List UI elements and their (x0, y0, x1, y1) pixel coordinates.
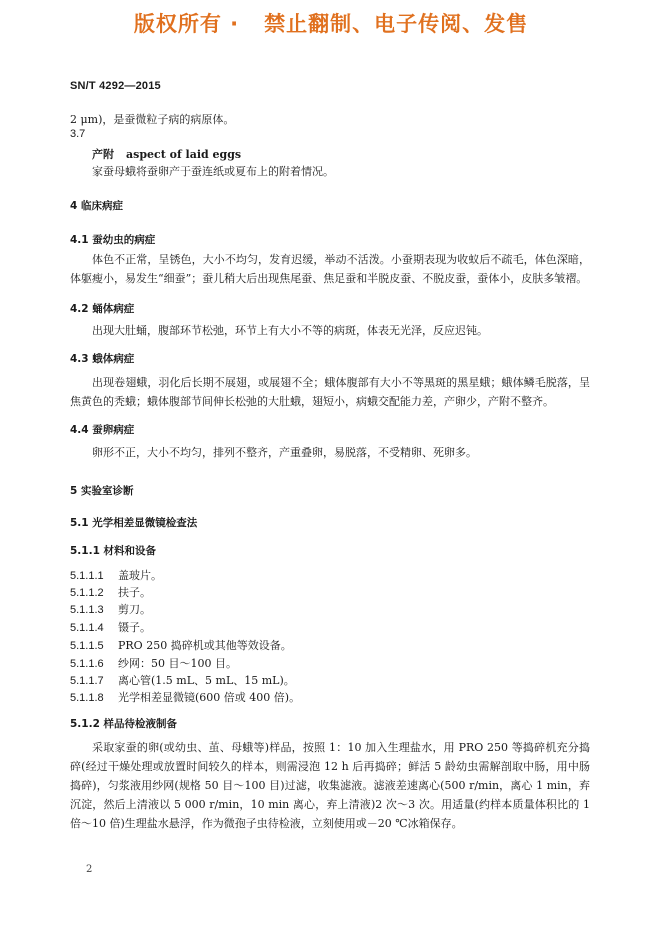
section-4-1-heading: 4.1 蚕幼虫的病症 (70, 234, 156, 246)
section-4-4-heading: 4.4 蚕卵病症 (70, 424, 135, 436)
list-item: 5.1.1.3 剪刀。 (70, 603, 151, 616)
list-item: 5.1.1.2 扶子。 (70, 586, 151, 599)
copyright-banner: 版权所有 · 禁止翻制、电子传阅、发售 (133, 12, 529, 36)
section-4-2-heading: 4.2 蛹体病症 (70, 303, 135, 315)
section-4-heading: 4 临床病症 (70, 200, 123, 212)
term-number: 3.7 (70, 128, 86, 140)
section-5-heading: 5 实验室诊断 (70, 485, 134, 497)
section-5-1-heading: 5.1 光学相差显微镜检查法 (70, 517, 198, 529)
intro-line: 2 μm)，是蚕微粒子病的病原体。 (70, 113, 235, 126)
term-chinese: 产附 (92, 148, 114, 161)
list-item: 5.1.1.7 离心管(1.5 mL、5 mL、15 mL)。 (70, 674, 295, 687)
page-number: 2 (86, 864, 93, 875)
term-heading (92, 146, 241, 162)
section-4-3-heading: 4.3 蛾体病症 (70, 353, 135, 365)
term-definition: 家蚕母蛾将蚕卵产于蚕连纸或夏布上的附着情况。 (92, 165, 334, 178)
list-item: 5.1.1.1 盖玻片。 (70, 569, 162, 582)
section-4-4-text: 卵形不正，大小不均匀，排列不整齐，产重叠卵，易脱落，不受精卵、死卵多。 (92, 446, 477, 459)
list-item: 5.1.1.4 镊子。 (70, 621, 151, 634)
section-5-1-1-heading: 5.1.1 材料和设备 (70, 545, 157, 557)
section-4-2-text: 出现大肚蛹，腹部环节松弛，环节上有大小不等的病斑，体表无光泽，反应迟钝。 (92, 324, 488, 337)
term-english: aspect of laid eggs (126, 148, 242, 161)
section-4-3-text: 出现卷翅蛾，羽化后长期不展翅，或展翅不全；蛾体腹部有大小不等黑斑的黑星蛾；蛾体鳞毛脱落，呈焦黄色的秃蛾；蛾体腹部节间伸长松弛的大肚蛾，翅短小，病蛾交配能力差，产卵少，产附不整齐。 (70, 376, 590, 408)
standard-code: SN/T 4292—2015 (70, 80, 161, 92)
list-item: 5.1.1.6 纱网：50 目～100 目。 (70, 657, 237, 670)
list-item: 5.1.1.8 光学相差显微镜(600 倍或 400 倍)。 (70, 691, 301, 704)
section-5-1-2-text: 采取家蚕的卵(或幼虫、茧、母蛾等)样品，按照 1：10 加入生理盐水，用 PRO 250 等捣碎机充分捣碎(经过干燥处理或放置时间较久的样本，则需浸泡 12 h 后再捣碎；鲜活 5 龄幼虫需解剖取中肠，用中肠捣碎)，匀浆液用纱网(规格 50 目～100 目)过滤，收集滤液。滤液差速离心(500 r/min，离心 1 min，弃沉淀，然后上清液以 5 000 r/min，10 min 离心，弃上清液)2 次～3 次。用适量(约样本质量体积比的 1 倍～10 倍)生理盐水悬浮，作为微孢子虫待检液，立刻使用或－20 ℃冰箱保存。 (70, 741, 590, 830)
list-item: 5.1.1.5 PRO 250 捣碎机或其他等效设备。 (70, 639, 292, 652)
section-5-1-2-heading: 5.1.2 样品待检液制备 (70, 718, 178, 730)
section-4-1-text: 体色不正常，呈锈色，大小不均匀，发育迟缓，举动不活泼。小蚕期表现为收蚁后不疏毛，体色深暗，体躯瘦小，易发生“细蚕”；蚕儿稍大后出现焦尾蚕、焦足蚕和半脱皮蚕、不脱皮蚕，蚕体小，皮肤多皱褶。 (70, 253, 590, 285)
